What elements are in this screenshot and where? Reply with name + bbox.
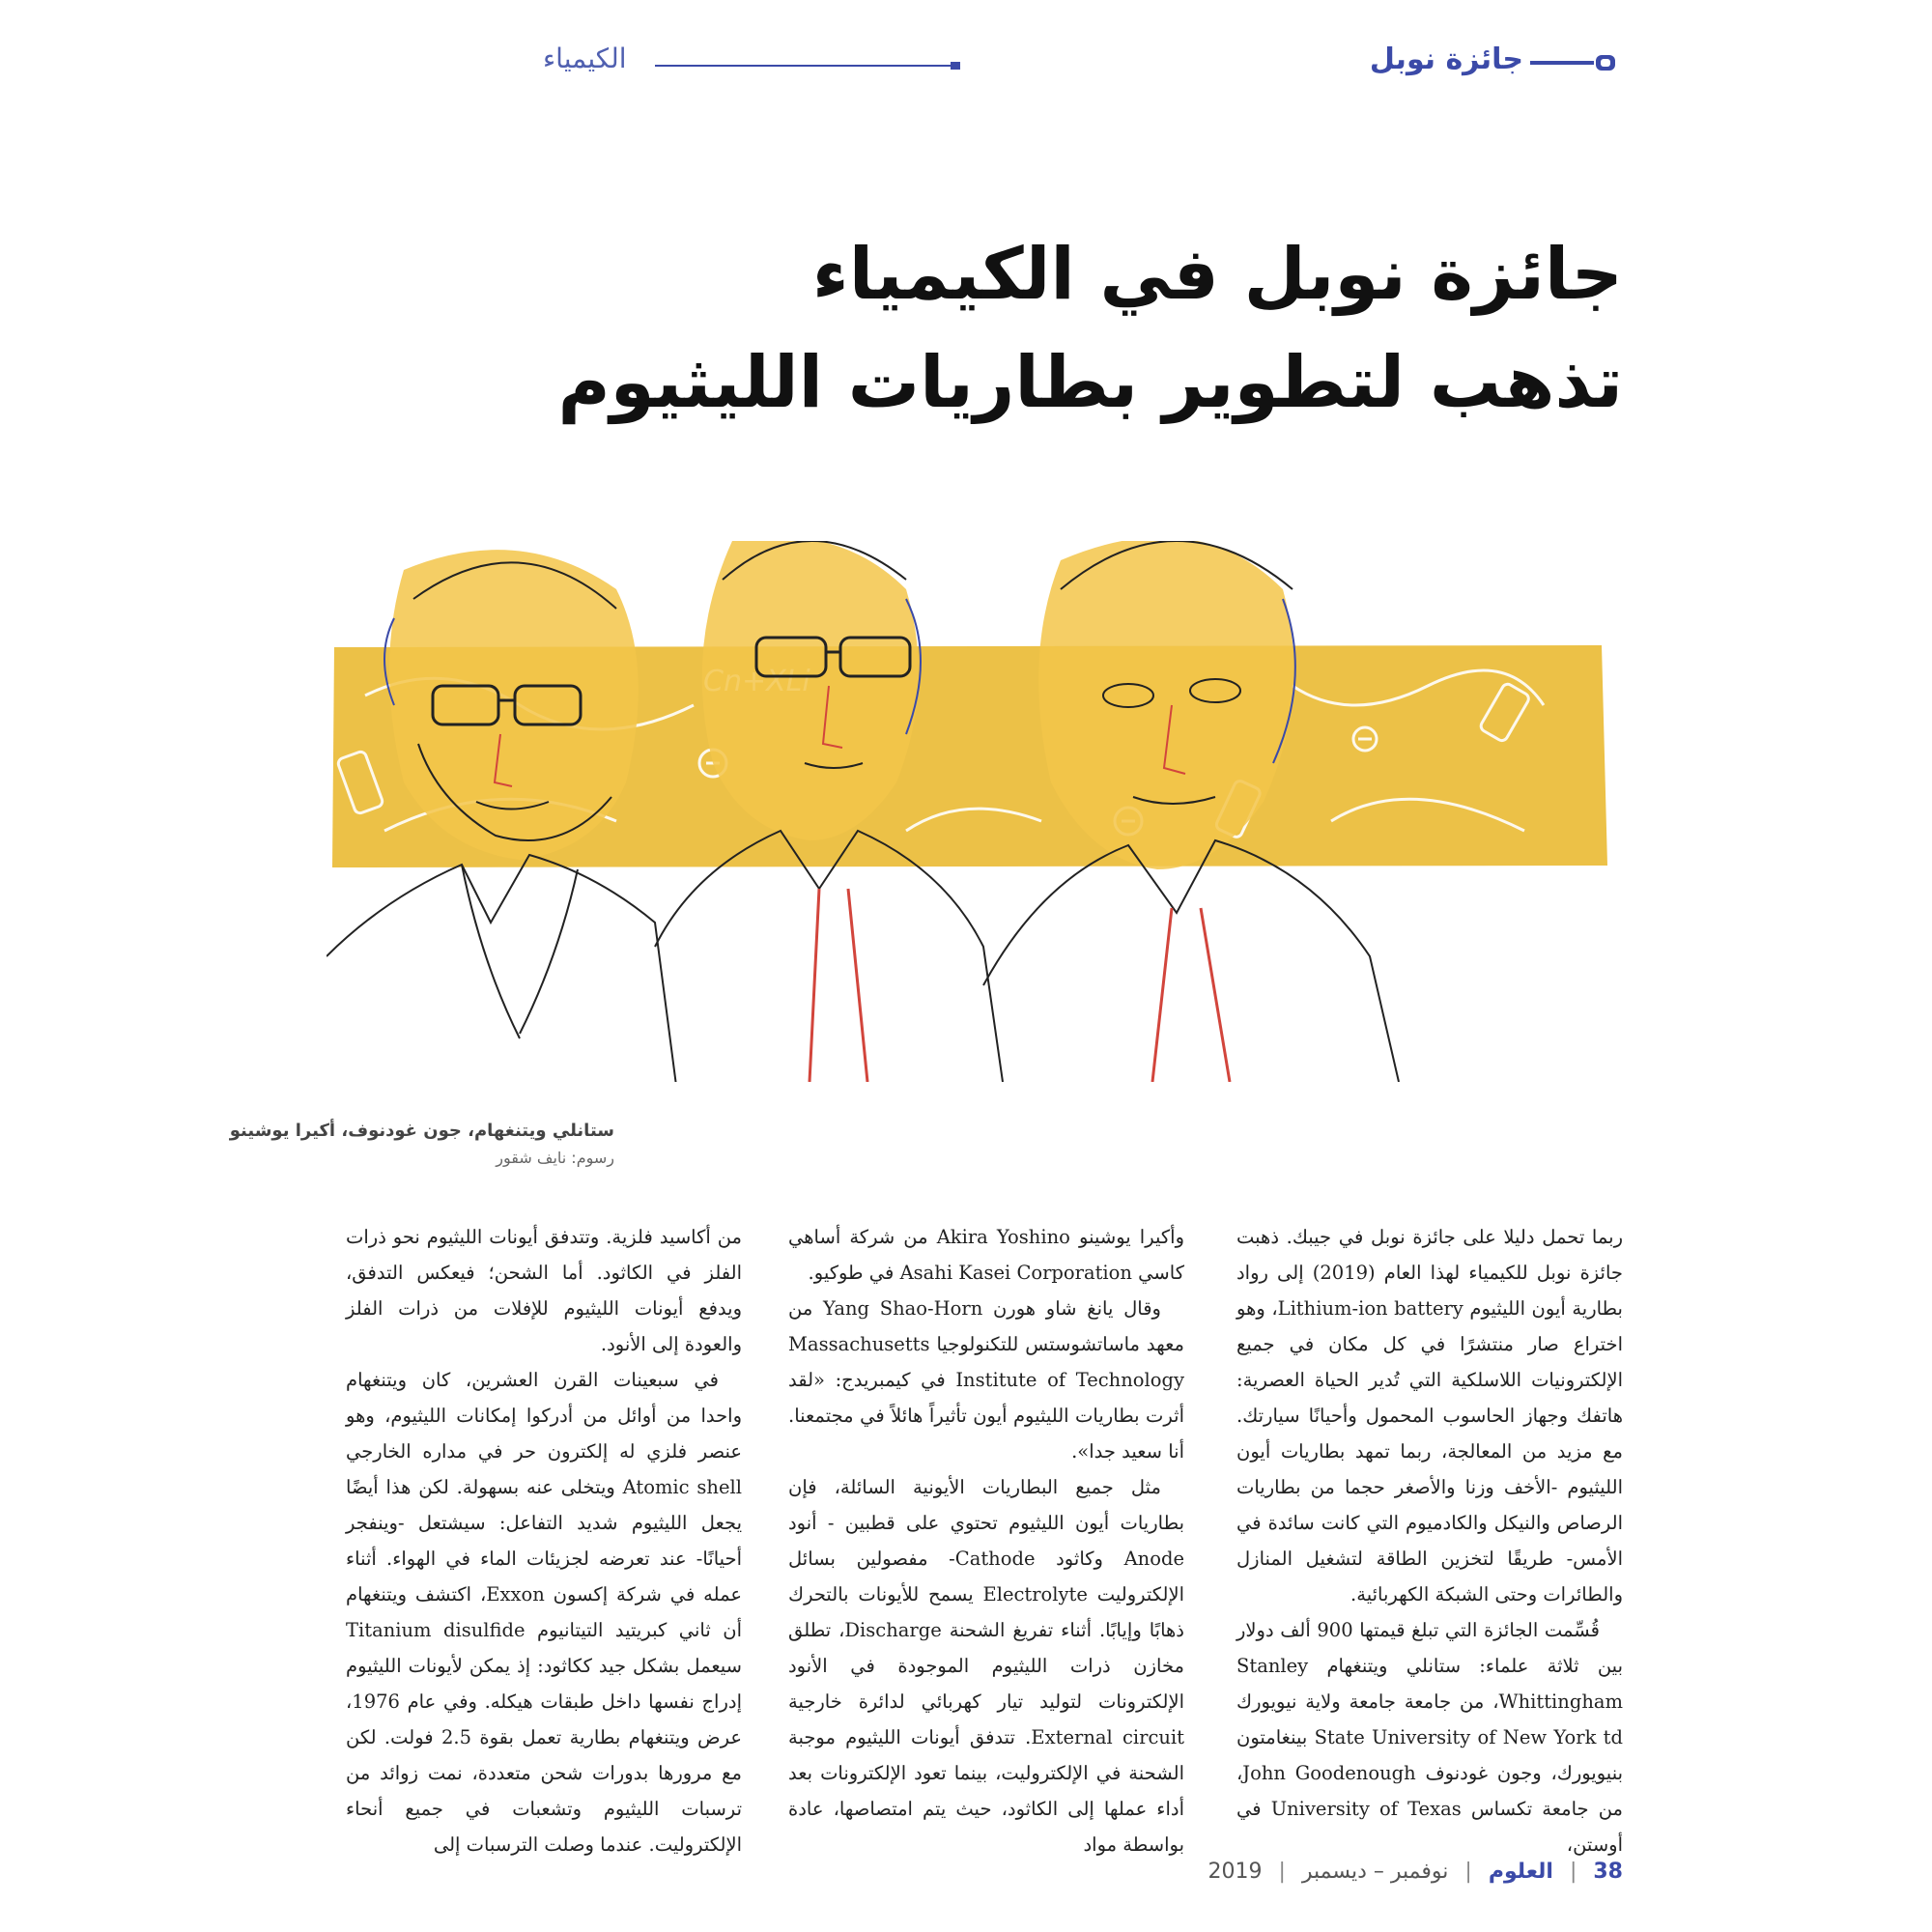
header-rule — [655, 60, 964, 71]
paragraph: من أكاسيد فلزية. وتتدفق أيونات الليثيوم نحو ذرات الفلز في الكاثود. أما الشحن؛ فيعكس التدفق، ويدفع أيونات الليثيوم للإفلات من ذرات الفلز والعودة إلى الأنود. — [346, 1226, 742, 1355]
caption-names: ستانلي ويتنغهام، جون غودنوف، أكيرا يوشينو — [229, 1121, 614, 1141]
section-title: جائزة نوبل — [1369, 43, 1523, 76]
footer-separator: | — [1464, 1860, 1472, 1884]
headline — [557, 220, 1623, 437]
laureates-illustration — [327, 541, 1617, 1082]
footer-separator: | — [1569, 1860, 1577, 1884]
body-column-2 — [788, 1219, 1184, 1862]
page-footer — [1208, 1860, 1623, 1884]
footer-separator: | — [1278, 1860, 1286, 1884]
issue-year: 2019 — [1208, 1860, 1263, 1884]
paragraph: ربما تحمل دليلا على جائزة نوبل في جيبك. ذهبت جائزة نوبل للكيمياء لهذا العام (2019) إلى رواد بطارية أيون الليثيوم Lithium-ion battery، وهو اختراع صار منتشرًا في كل مكان في جميع الإلكترونيات اللاسلكية التي تُدير الحياة العصرية: هاتفك وجهاز الحاسوب المحمول وأحيانًا سيارتك. مع مزيد من المعالجة، ربما تمهد بطاريات أيون الليثيوم -الأخف وزنا والأصغر حجما من بطاريات الرصاص والنيكل والكادميوم التي كانت سائدة في الأمس- طريقًا لتخزين الطاقة لتشغيل المنازل والطائرات وحتى الشبكة الكهربائية. — [1236, 1226, 1623, 1605]
paragraph: في سبعينات القرن العشرين، كان ويتنغهام واحدا من أوائل من أدركوا إمكانات الليثيوم، وهو عنصر فلزي له إلكترون حر في مداره الخارجي Atomic shell ويتخلى عنه بسهولة. لكن هذا أيضًا يجعل الليثيوم شديد التفاعل: سيشتعل -وينفجر أحيانًا- عند تعرضه لجزيئات الماء في الهواء. أثناء عمله في شركة إكسون Exxon، اكتشف ويتنغهام أن ثاني كبريتيد التيتانيوم Titanium disulfide سيعمل بشكل جيد ككاثود: إذ يمكن لأيونات الليثيوم إدراج نفسها داخل طبقات هيكله. وفي عام 1976، عرض ويتنغهام بطارية تعمل بقوة 2.5 فولت. لكن مع مرورها بدورات شحن متعددة، نمت زوائد من ترسبات الليثيوم وتشعبات في جميع أنحاء الإلكتروليت. عندما وصلت الترسبات إلى — [346, 1369, 743, 1856]
paragraph: وأكيرا يوشينو Akira Yoshino من شركة أساهي كاسي Asahi Kasei Corporation في طوكيو. — [788, 1226, 1184, 1284]
headline-line-2: تذهب لتطوير بطاريات الليثيوم — [557, 341, 1623, 424]
paragraph: مثل جميع البطاريات الأيونية السائلة، فإن بطاريات أيون الليثيوم تحتوي على قطبين - أنود Anode وكاثود Cathode- مفصولين بسائل الإلكتروليت Electrolyte يسمح للأيونات بالتحرك ذهابًا وإيابًا. أثناء تفريغ الشحنة Discharge، تطلق مخازن ذرات الليثيوم الموجودة في الأنود الإلكترونات لتوليد تيار كهربائي لدائرة خارجية External circuit. تتدفق أيونات الليثيوم موجبة الشحنة في الإلكتروليت، بينما تعود الإلكترونات بعد أداء عملها إلى الكاثود، حيث يتم امتصاصها، عادة بواسطة مواد — [788, 1476, 1185, 1856]
caption-credit: رسوم: نايف شقور — [496, 1149, 614, 1167]
section-marker-icon — [1530, 55, 1617, 71]
figure-caption — [230, 1121, 614, 1167]
page-number: 38 — [1593, 1860, 1623, 1884]
body-column-3 — [346, 1219, 742, 1862]
headline-line-1: جائزة نوبل في الكيمياء — [811, 233, 1623, 316]
paragraph: قُسِّمت الجائزة التي تبلغ قيمتها 900 ألف دولار بين ثلاثة علماء: ستانلي ويتنغهام Stanley Whittingham، من جامعة جامعة ولاية نيويورك State University of New York td بينغامتون بنيويورك، وجون غودنوف John Goodenough، من جامعة تكساس University of Texas في أوستن، — [1236, 1619, 1624, 1856]
issue-months: نوفمبر – ديسمبر — [1301, 1860, 1449, 1884]
paragraph: وقال يانغ شاو هورن Yang Shao-Horn من معهد ماساتشوستس للتكنولوجيا Massachusetts Institute of Technology في كيمبريدج: «لقد أثرت بطاريات الليثيوم أيون تأثيراً هائلاً في مجتمعنا. أنا سعيد جدا». — [788, 1297, 1184, 1463]
subject-label: الكيمياء — [543, 43, 627, 74]
magazine-name: العلوم — [1488, 1860, 1553, 1884]
body-column-1 — [1236, 1219, 1623, 1862]
